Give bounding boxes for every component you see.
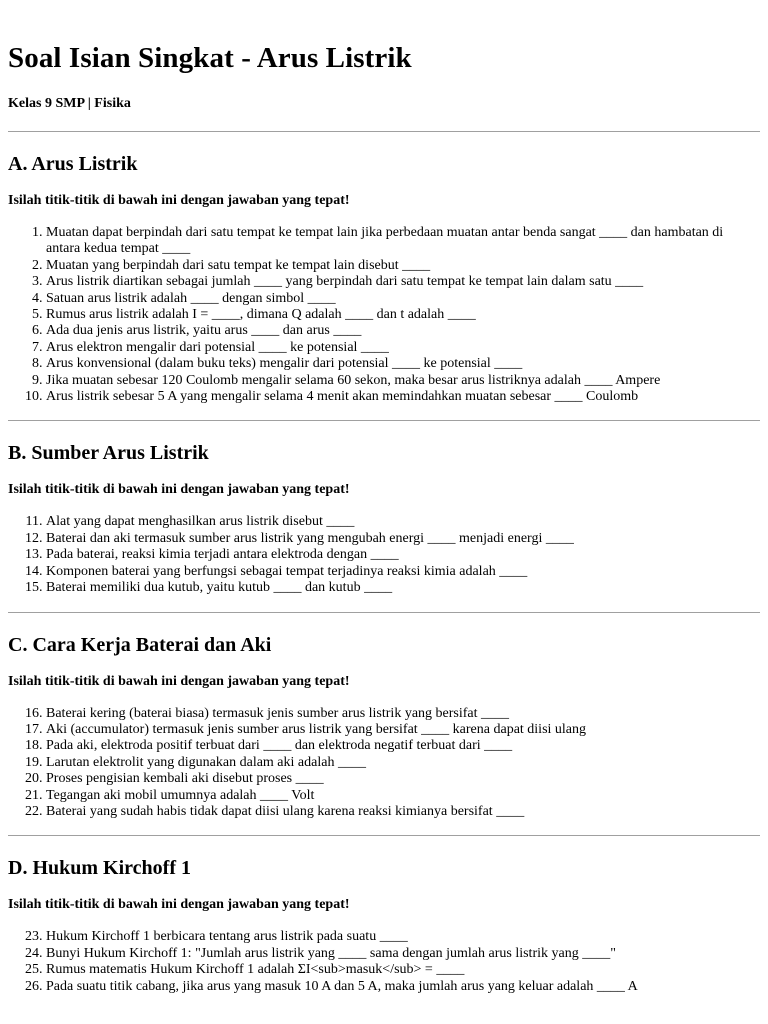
question-item: 2. Muatan yang berpindah dari satu tempat ke tempat lain disebut ____ xyxy=(46,258,760,274)
question-item: 16. Baterai kering (baterai biasa) termasuk jenis sumber arus listrik yang bersifat ____ xyxy=(46,706,760,722)
section-instruction: Isilah titik-titik di bawah ini dengan jawaban yang tepat! xyxy=(8,193,350,208)
section-instruction: Isilah titik-titik di bawah ini dengan jawaban yang tepat! xyxy=(8,482,350,498)
question-item: 24. Bunyi Hukum Kirchoff 1: "Jumlah arus listrik yang ____ sama dengan jumlah arus listrik yang ____" xyxy=(46,946,760,962)
section xyxy=(8,613,760,837)
question-list xyxy=(8,498,760,596)
question-item: 23. Hukum Kirchoff 1 berbicara tentang arus listrik pada suatu ____ xyxy=(46,929,760,945)
question-list xyxy=(8,913,760,995)
section xyxy=(8,836,760,995)
question-list xyxy=(8,690,760,821)
question-list xyxy=(8,209,760,405)
question-item: 10. Arus listrik sebesar 5 A yang mengalir selama 4 menit akan memindahkan muatan sebesar ____ Coulomb xyxy=(46,389,760,405)
section xyxy=(8,132,760,421)
question-item: 12. Baterai dan aki termasuk sumber arus listrik yang mengubah energi ____ menjadi energi ____ xyxy=(46,531,760,547)
section xyxy=(8,421,760,612)
section-instruction: Isilah titik-titik di bawah ini dengan jawaban yang tepat! xyxy=(8,673,350,689)
question-item: 4. Satuan arus listrik adalah ____ dengan simbol ____ xyxy=(46,291,760,307)
section-heading: D. Hukum Kirchoff 1 xyxy=(8,857,191,880)
question-item: 15. Baterai memiliki dua kutub, yaitu kutub ____ dan kutub ____ xyxy=(46,580,760,596)
sections-container xyxy=(8,132,760,995)
question-item: 6. Ada dua jenis arus listrik, yaitu arus ____ dan arus ____ xyxy=(46,323,760,339)
question-item: 17. Aki (accumulator) termasuk jenis sumber arus listrik yang bersifat ____ karena dapat diisi ulang xyxy=(46,722,760,738)
question-item: 19. Larutan elektrolit yang digunakan dalam aki adalah ____ xyxy=(46,755,760,771)
question-item: 1. Muatan dapat berpindah dari satu tempat ke tempat lain jika perbedaan muatan antar benda sangat ____ dan hambatan di antara kedua tempat ____ xyxy=(46,225,760,258)
section-heading: B. Sumber Arus Listrik xyxy=(8,442,209,465)
section-heading: A. Arus Listrik xyxy=(8,153,138,175)
page-subtitle: Kelas 9 SMP | Fisika xyxy=(8,96,131,111)
question-item: 25. Rumus matematis Hukum Kirchoff 1 adalah ΣI<sub>masuk</sub> = ____ xyxy=(46,962,760,978)
question-item: 18. Pada aki, elektroda positif terbuat dari ____ dan elektroda negatif terbuat dari ____ xyxy=(46,738,760,754)
question-item: 13. Pada baterai, reaksi kimia terjadi antara elektroda dengan ____ xyxy=(46,547,760,563)
question-item: 21. Tegangan aki mobil umumnya adalah ____ Volt xyxy=(46,788,760,804)
section-heading: C. Cara Kerja Baterai dan Aki xyxy=(8,633,272,656)
question-item: 22. Baterai yang sudah habis tidak dapat diisi ulang karena reaksi kimianya bersifat ____ xyxy=(46,804,760,820)
question-item: 7. Arus elektron mengalir dari potensial ____ ke potensial ____ xyxy=(46,340,760,356)
question-item: 26. Pada suatu titik cabang, jika arus yang masuk 10 A dan 5 A, maka jumlah arus yang keluar adalah ____ A xyxy=(46,979,760,995)
question-item: 20. Proses pengisian kembali aki disebut proses ____ xyxy=(46,771,760,787)
question-item: 11. Alat yang dapat menghasilkan arus listrik disebut ____ xyxy=(46,514,760,530)
question-item: 8. Arus konvensional (dalam buku teks) mengalir dari potensial ____ ke potensial ____ xyxy=(46,356,760,372)
page-title: Soal Isian Singkat - Arus Listrik xyxy=(8,42,412,74)
question-item: 5. Rumus arus listrik adalah I = ____, dimana Q adalah ____ dan t adalah ____ xyxy=(46,307,760,323)
question-item: 14. Komponen baterai yang berfungsi sebagai tempat terjadinya reaksi kimia adalah ____ xyxy=(46,564,760,580)
section-instruction: Isilah titik-titik di bawah ini dengan jawaban yang tepat! xyxy=(8,897,350,913)
question-item: 3. Arus listrik diartikan sebagai jumlah ____ yang berpindah dari satu tempat ke tempat lain dalam satu ____ xyxy=(46,274,760,290)
question-item: 9. Jika muatan sebesar 120 Coulomb mengalir selama 60 sekon, maka besar arus listriknya adalah ____ Ampere xyxy=(46,373,760,389)
